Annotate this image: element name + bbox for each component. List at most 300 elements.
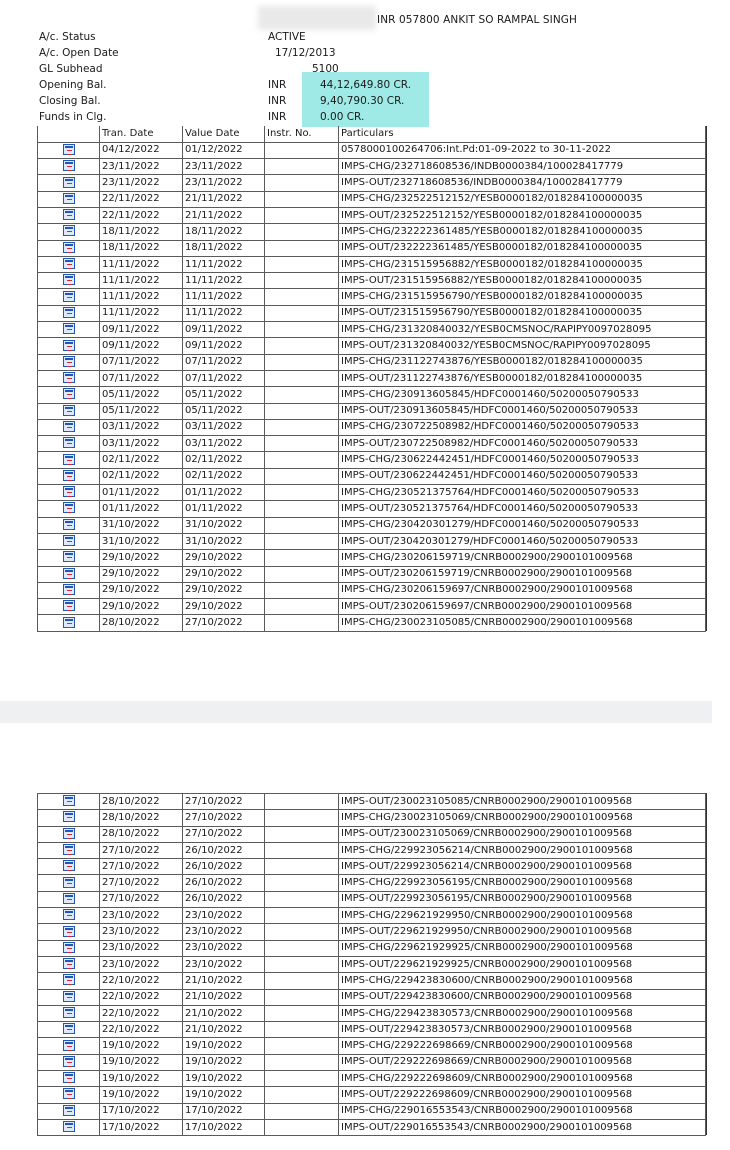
value-date-cell: 27/10/2022: [183, 794, 265, 810]
table-row: [38, 908, 706, 924]
instr-no-cell: [265, 468, 339, 484]
particulars-cell: IMPS-CHG/230420301279/HDFC0001460/50200050790533: [339, 517, 706, 533]
status-label: A/c. Status: [39, 31, 96, 43]
transactions-table-page2: [37, 793, 706, 1136]
row-icon-cell: [38, 1119, 100, 1135]
row-icon-cell: [38, 810, 100, 826]
document-row-icon[interactable]: [63, 974, 75, 985]
table-row: [38, 191, 706, 207]
document-row-icon[interactable]: [63, 1105, 75, 1116]
edge-tick: [706, 338, 709, 354]
edge-tick: [706, 485, 709, 501]
document-row-icon[interactable]: [63, 551, 75, 562]
document-row-icon[interactable]: [63, 860, 75, 871]
tran-date-cell: 29/10/2022: [100, 550, 183, 566]
document-row-icon[interactable]: [63, 486, 75, 497]
particulars-cell: IMPS-OUT/231515956790/YESB0000182/018284100000035: [339, 305, 706, 321]
table-row: [38, 615, 706, 631]
document-row-icon[interactable]: [63, 258, 75, 269]
row-icon-cell: [38, 956, 100, 972]
instr-no-cell: [265, 289, 339, 305]
document-row-icon[interactable]: [63, 405, 75, 416]
document-row-icon[interactable]: [63, 893, 75, 904]
row-icon-cell: [38, 354, 100, 370]
document-row-icon[interactable]: [63, 828, 75, 839]
tran-date-cell: 05/11/2022: [100, 387, 183, 403]
table-row: [38, 387, 706, 403]
value-date-cell: 11/11/2022: [183, 305, 265, 321]
tran-date-cell: 22/10/2022: [100, 1005, 183, 1021]
table-row: [38, 517, 706, 533]
particulars-cell: IMPS-CHG/231515956790/YESB0000182/018284100000035: [339, 289, 706, 305]
edge-tick: [706, 1119, 709, 1135]
edge-tick: [706, 1070, 709, 1086]
tran-date-cell: 19/10/2022: [100, 1087, 183, 1103]
particulars-cell: IMPS-CHG/229621929950/CNRB0002900/2900101009568: [339, 908, 706, 924]
value-date-cell: 09/11/2022: [183, 338, 265, 354]
particulars-cell: IMPS-OUT/231122743876/YESB0000182/018284100000035: [339, 370, 706, 386]
value-date-cell: 01/11/2022: [183, 485, 265, 501]
document-row-icon[interactable]: [63, 926, 75, 937]
row-icon-cell: [38, 517, 100, 533]
row-icon-cell: [38, 370, 100, 386]
transactions-body-page1: [38, 142, 706, 631]
tran-date-cell: 31/10/2022: [100, 533, 183, 549]
row-icon-cell: [38, 191, 100, 207]
tran-date-cell: 07/11/2022: [100, 354, 183, 370]
table-row: [38, 1022, 706, 1038]
document-row-icon[interactable]: [63, 877, 75, 888]
document-row-icon[interactable]: [63, 909, 75, 920]
table-row: [38, 826, 706, 842]
value-date-cell: 31/10/2022: [183, 517, 265, 533]
value-date-cell: 05/11/2022: [183, 387, 265, 403]
document-row-icon[interactable]: [63, 421, 75, 432]
document-row-icon[interactable]: [63, 1040, 75, 1051]
row-icon-cell: [38, 1005, 100, 1021]
document-row-icon[interactable]: [63, 1072, 75, 1083]
row-icon-cell: [38, 240, 100, 256]
tran-date-cell: 19/10/2022: [100, 1054, 183, 1070]
tran-date-cell: 02/11/2022: [100, 468, 183, 484]
tran-date-cell: 03/11/2022: [100, 436, 183, 452]
particulars-cell: IMPS-OUT/229621929950/CNRB0002900/2900101009568: [339, 924, 706, 940]
tran-date-cell: 22/11/2022: [100, 191, 183, 207]
particulars-cell: IMPS-CHG/230023105085/CNRB0002900/2900101009568: [339, 615, 706, 631]
row-icon-cell: [38, 175, 100, 191]
account-holder-line: INR 057800 ANKIT SO RAMPAL SINGH: [377, 14, 578, 26]
document-row-icon[interactable]: [63, 942, 75, 953]
instr-no-cell: [265, 240, 339, 256]
document-row-icon[interactable]: [63, 242, 75, 253]
tran-date-cell: 17/10/2022: [100, 1103, 183, 1119]
instr-no-cell: [265, 908, 339, 924]
edge-tick: [706, 452, 709, 468]
particulars-cell: IMPS-OUT/230206159697/CNRB0002900/2900101009568: [339, 599, 706, 615]
edge-tick: [706, 322, 709, 338]
particulars-cell: IMPS-OUT/230023105069/CNRB0002900/2900101009568: [339, 826, 706, 842]
document-row-icon[interactable]: [63, 356, 75, 367]
particulars-cell: IMPS-CHG/229423830573/CNRB0002900/2900101009568: [339, 1005, 706, 1021]
value-date-cell: 19/10/2022: [183, 1038, 265, 1054]
document-row-icon[interactable]: [63, 225, 75, 236]
particulars-cell: IMPS-OUT/230206159719/CNRB0002900/2900101009568: [339, 566, 706, 582]
instr-no-cell: [265, 419, 339, 435]
document-row-icon[interactable]: [63, 844, 75, 855]
transactions-table-page1: [37, 126, 706, 632]
value-date-cell: 23/10/2022: [183, 924, 265, 940]
tran-date-cell: 18/11/2022: [100, 224, 183, 240]
instr-no-cell: [265, 387, 339, 403]
cropped-column-edge: [706, 126, 709, 631]
instr-no-cell: [265, 370, 339, 386]
tran-date-cell: 05/11/2022: [100, 403, 183, 419]
particulars-cell: IMPS-OUT/230420301279/HDFC0001460/50200050790533: [339, 533, 706, 549]
open-date-label: A/c. Open Date: [39, 47, 119, 59]
document-row-icon[interactable]: [63, 535, 75, 546]
instr-no-header: Instr. No.: [265, 126, 339, 142]
value-date-cell: 23/10/2022: [183, 940, 265, 956]
particulars-cell: IMPS-OUT/230722508982/HDFC0001460/50200050790533: [339, 436, 706, 452]
row-icon-cell: [38, 1103, 100, 1119]
edge-tick: [706, 224, 709, 240]
value-date-cell: 29/10/2022: [183, 566, 265, 582]
gl-subhead-label: GL Subhead: [39, 63, 103, 75]
instr-no-cell: [265, 1038, 339, 1054]
edge-tick: [706, 387, 709, 403]
particulars-cell: IMPS-CHG/230023105069/CNRB0002900/2900101009568: [339, 810, 706, 826]
tran-date-cell: 04/12/2022: [100, 142, 183, 158]
table-row: [38, 1038, 706, 1054]
instr-no-cell: [265, 956, 339, 972]
tran-date-cell: 28/10/2022: [100, 810, 183, 826]
funds-clearing-label: Funds in Clg.: [39, 111, 107, 123]
tran-date-cell: 23/10/2022: [100, 940, 183, 956]
gl-subhead-value: 5100: [312, 63, 339, 75]
tran-date-header: Tran. Date: [100, 126, 183, 142]
instr-no-cell: [265, 436, 339, 452]
edge-tick: [706, 436, 709, 452]
edge-tick: [706, 403, 709, 419]
document-row-icon[interactable]: [63, 160, 75, 171]
document-row-icon[interactable]: [63, 519, 75, 530]
document-row-icon[interactable]: [63, 584, 75, 595]
row-icon-cell: [38, 501, 100, 517]
edge-tick: [706, 419, 709, 435]
table-row: [38, 485, 706, 501]
row-icon-cell: [38, 1022, 100, 1038]
opening-balance-label: Opening Bal.: [39, 79, 107, 91]
tran-date-cell: 01/11/2022: [100, 501, 183, 517]
value-date-cell: 18/11/2022: [183, 240, 265, 256]
document-row-icon[interactable]: [63, 177, 75, 188]
particulars-cell: IMPS-OUT/230913605845/HDFC0001460/50200050790533: [339, 403, 706, 419]
instr-no-cell: [265, 940, 339, 956]
edge-tick: [706, 354, 709, 370]
particulars-cell: IMPS-CHG/230913605845/HDFC0001460/50200050790533: [339, 387, 706, 403]
instr-no-cell: [265, 322, 339, 338]
row-icon-cell: [38, 566, 100, 582]
row-icon-cell: [38, 305, 100, 321]
particulars-cell: IMPS-CHG/229923056195/CNRB0002900/2900101009568: [339, 875, 706, 891]
particulars-cell: IMPS-OUT/229222698609/CNRB0002900/2900101009568: [339, 1087, 706, 1103]
particulars-cell: IMPS-CHG/229423830600/CNRB0002900/2900101009568: [339, 973, 706, 989]
particulars-cell: IMPS-OUT/229016553543/CNRB0002900/2900101009568: [339, 1119, 706, 1135]
tran-date-cell: 23/10/2022: [100, 956, 183, 972]
document-row-icon[interactable]: [63, 307, 75, 318]
opening-balance-currency: INR: [268, 79, 287, 91]
table-row: [38, 599, 706, 615]
particulars-cell: IMPS-CHG/231515956882/YESB0000182/018284100000035: [339, 256, 706, 272]
particulars-cell: IMPS-CHG/230206159697/CNRB0002900/2900101009568: [339, 582, 706, 598]
edge-tick: [706, 956, 709, 972]
row-icon-cell: [38, 599, 100, 615]
value-date-cell: 27/10/2022: [183, 615, 265, 631]
document-row-icon[interactable]: [63, 991, 75, 1002]
edge-tick: [706, 468, 709, 484]
instr-no-cell: [265, 224, 339, 240]
instr-no-cell: [265, 1005, 339, 1021]
instr-no-cell: [265, 924, 339, 940]
instr-no-cell: [265, 1103, 339, 1119]
instr-no-cell: [265, 875, 339, 891]
value-date-cell: 29/10/2022: [183, 599, 265, 615]
redacted-area: [258, 6, 376, 30]
particulars-cell: IMPS-OUT/230622442451/HDFC0001460/50200050790533: [339, 468, 706, 484]
value-date-cell: 21/10/2022: [183, 973, 265, 989]
tran-date-cell: 07/11/2022: [100, 370, 183, 386]
edge-tick: [706, 826, 709, 842]
edge-tick: [706, 142, 709, 158]
document-row-icon[interactable]: [63, 1007, 75, 1018]
instr-no-cell: [265, 517, 339, 533]
row-icon-cell: [38, 452, 100, 468]
edge-tick: [706, 191, 709, 207]
document-row-icon[interactable]: [63, 600, 75, 611]
instr-no-cell: [265, 159, 339, 175]
tran-date-cell: 19/10/2022: [100, 1038, 183, 1054]
edge-tick: [706, 159, 709, 175]
tran-date-cell: 23/10/2022: [100, 908, 183, 924]
particulars-cell: IMPS-CHG/231122743876/YESB0000182/018284100000035: [339, 354, 706, 370]
row-icon-cell: [38, 468, 100, 484]
document-row-icon[interactable]: [63, 617, 75, 628]
document-row-icon[interactable]: [63, 1056, 75, 1067]
document-row-icon[interactable]: [63, 1023, 75, 1034]
instr-no-cell: [265, 599, 339, 615]
particulars-cell: IMPS-OUT/232522512152/YESB0000182/018284100000035: [339, 207, 706, 223]
row-icon-cell: [38, 289, 100, 305]
row-icon-cell: [38, 322, 100, 338]
value-date-cell: 11/11/2022: [183, 273, 265, 289]
document-row-icon[interactable]: [63, 372, 75, 383]
table-row: [38, 370, 706, 386]
table-row: [38, 256, 706, 272]
value-date-cell: 19/10/2022: [183, 1087, 265, 1103]
edge-tick: [706, 517, 709, 533]
tran-date-cell: 22/10/2022: [100, 989, 183, 1005]
document-row-icon[interactable]: [63, 323, 75, 334]
instr-no-cell: [265, 1087, 339, 1103]
edge-tick: [706, 1037, 709, 1053]
document-row-icon[interactable]: [63, 388, 75, 399]
document-row-icon[interactable]: [63, 193, 75, 204]
edge-tick: [706, 550, 709, 566]
tran-date-cell: 28/10/2022: [100, 615, 183, 631]
table-row: [38, 159, 706, 175]
value-date-cell: 23/11/2022: [183, 159, 265, 175]
table-row: [38, 289, 706, 305]
document-row-icon[interactable]: [63, 811, 75, 822]
particulars-cell: IMPS-OUT/230521375764/HDFC0001460/50200050790533: [339, 501, 706, 517]
row-icon-cell: [38, 582, 100, 598]
document-row-icon[interactable]: [63, 209, 75, 220]
table-row: [38, 436, 706, 452]
row-icon-cell: [38, 533, 100, 549]
edge-tick: [706, 793, 709, 809]
table-row: [38, 338, 706, 354]
value-date-cell: 02/11/2022: [183, 452, 265, 468]
instr-no-cell: [265, 794, 339, 810]
instr-no-cell: [265, 582, 339, 598]
table-row: [38, 842, 706, 858]
document-row-icon[interactable]: [63, 470, 75, 481]
particulars-cell: IMPS-CHG/229222698669/CNRB0002900/2900101009568: [339, 1038, 706, 1054]
value-date-cell: 23/10/2022: [183, 956, 265, 972]
edge-tick: [706, 809, 709, 825]
instr-no-cell: [265, 842, 339, 858]
table-row: [38, 1103, 706, 1119]
transactions-body-page2: [38, 794, 706, 1136]
edge-tick: [706, 240, 709, 256]
instr-no-cell: [265, 615, 339, 631]
tran-date-cell: 01/11/2022: [100, 485, 183, 501]
value-date-cell: 31/10/2022: [183, 533, 265, 549]
table-row: [38, 354, 706, 370]
table-row: [38, 207, 706, 223]
table-row: [38, 240, 706, 256]
instr-no-cell: [265, 403, 339, 419]
value-date-cell: 26/10/2022: [183, 891, 265, 907]
edge-tick: [706, 256, 709, 272]
document-row-icon[interactable]: [63, 958, 75, 969]
table-row: [38, 1119, 706, 1135]
instr-no-cell: [265, 550, 339, 566]
row-icon-cell: [38, 989, 100, 1005]
value-date-cell: 21/10/2022: [183, 1022, 265, 1038]
particulars-cell: IMPS-CHG/230206159719/CNRB0002900/2900101009568: [339, 550, 706, 566]
table-row: [38, 924, 706, 940]
particulars-cell: IMPS-OUT/229423830600/CNRB0002900/2900101009568: [339, 989, 706, 1005]
edge-tick: [706, 1021, 709, 1037]
edge-tick: [706, 501, 709, 517]
document-row-icon[interactable]: [63, 795, 75, 806]
edge-tick: [706, 989, 709, 1005]
instr-no-cell: [265, 452, 339, 468]
table-row: [38, 322, 706, 338]
row-icon-cell: [38, 142, 100, 158]
value-date-cell: 17/10/2022: [183, 1119, 265, 1135]
instr-no-cell: [265, 859, 339, 875]
row-icon-cell: [38, 875, 100, 891]
table-row: [38, 891, 706, 907]
instr-no-cell: [265, 826, 339, 842]
value-date-cell: 19/10/2022: [183, 1054, 265, 1070]
value-date-cell: 07/11/2022: [183, 354, 265, 370]
document-row-icon[interactable]: [63, 144, 75, 155]
row-icon-cell: [38, 924, 100, 940]
funds-clearing-value: 0.00 CR.: [320, 111, 365, 123]
value-date-cell: 07/11/2022: [183, 370, 265, 386]
table-row: [38, 224, 706, 240]
document-row-icon[interactable]: [63, 291, 75, 302]
closing-balance-label: Closing Bal.: [39, 95, 101, 107]
edge-tick: [706, 273, 709, 289]
row-icon-cell: [38, 891, 100, 907]
edge-tick: [706, 1103, 709, 1119]
edge-tick: [706, 972, 709, 988]
value-date-cell: 29/10/2022: [183, 550, 265, 566]
particulars-cell: IMPS-CHG/229923056214/CNRB0002900/2900101009568: [339, 842, 706, 858]
row-icon-cell: [38, 436, 100, 452]
row-icon-cell: [38, 338, 100, 354]
value-date-cell: 21/10/2022: [183, 989, 265, 1005]
document-row-icon[interactable]: [63, 1121, 75, 1132]
instr-no-cell: [265, 305, 339, 321]
value-date-cell: 26/10/2022: [183, 875, 265, 891]
document-row-icon[interactable]: [63, 454, 75, 465]
value-date-cell: 05/11/2022: [183, 403, 265, 419]
value-date-cell: 21/10/2022: [183, 1005, 265, 1021]
table-row: [38, 1005, 706, 1021]
closing-balance-value: 9,40,790.30 CR.: [320, 95, 405, 107]
tran-date-cell: 27/10/2022: [100, 859, 183, 875]
tran-date-cell: 18/11/2022: [100, 240, 183, 256]
document-row-icon[interactable]: [63, 502, 75, 513]
particulars-cell: IMPS-CHG/232222361485/YESB0000182/018284100000035: [339, 224, 706, 240]
instr-no-cell: [265, 273, 339, 289]
value-date-cell: 01/12/2022: [183, 142, 265, 158]
edge-tick: [706, 891, 709, 907]
row-icon-cell: [38, 615, 100, 631]
particulars-cell: IMPS-OUT/229621929925/CNRB0002900/2900101009568: [339, 956, 706, 972]
value-date-cell: 19/10/2022: [183, 1071, 265, 1087]
edge-tick: [706, 940, 709, 956]
row-icon-cell: [38, 159, 100, 175]
document-row-icon[interactable]: [63, 340, 75, 351]
document-row-icon[interactable]: [63, 568, 75, 579]
document-row-icon[interactable]: [63, 437, 75, 448]
document-row-icon[interactable]: [63, 274, 75, 285]
table-row: [38, 989, 706, 1005]
instr-no-cell: [265, 810, 339, 826]
particulars-cell: IMPS-OUT/229923056214/CNRB0002900/2900101009568: [339, 859, 706, 875]
document-row-icon[interactable]: [63, 1088, 75, 1099]
table-row: [38, 550, 706, 566]
value-date-cell: 11/11/2022: [183, 289, 265, 305]
funds-clearing-currency: INR: [268, 111, 287, 123]
particulars-cell: IMPS-OUT/229423830573/CNRB0002900/2900101009568: [339, 1022, 706, 1038]
opening-balance-value: 44,12,649.80 CR.: [320, 79, 412, 91]
tran-date-cell: 27/10/2022: [100, 891, 183, 907]
particulars-header: Particulars: [339, 126, 706, 142]
tran-date-cell: 27/10/2022: [100, 842, 183, 858]
row-icon-cell: [38, 256, 100, 272]
status-value: ACTIVE: [268, 31, 306, 43]
particulars-cell: IMPS-CHG/229016553543/CNRB0002900/2900101009568: [339, 1103, 706, 1119]
particulars-cell: IMPS-OUT/232718608536/INDB0000384/100028417779: [339, 175, 706, 191]
edge-tick: [706, 1086, 709, 1102]
